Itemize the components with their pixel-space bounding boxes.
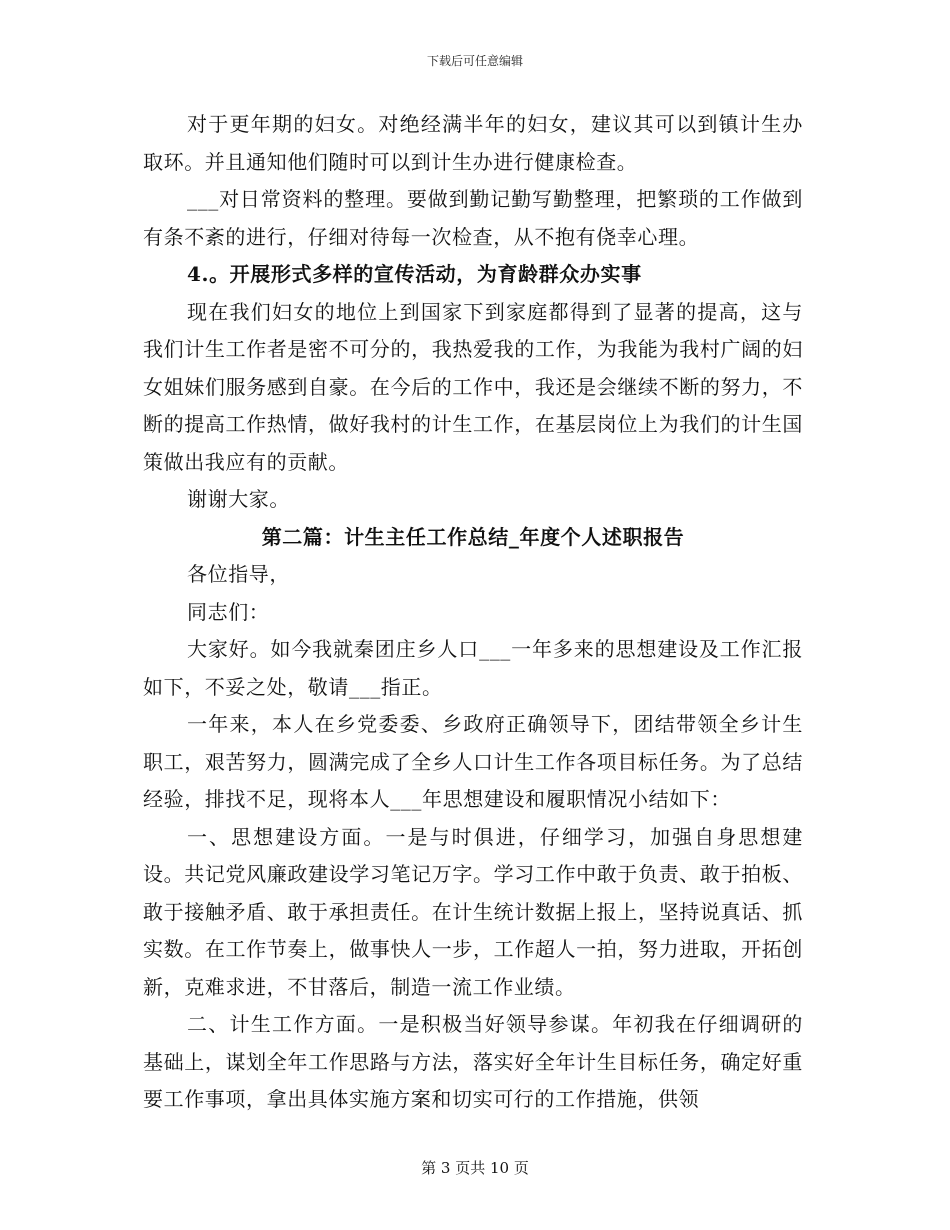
salutation: 各位指导， <box>187 562 290 586</box>
paragraph: 一年来，本人在乡党委委、乡政府正确领导下，团结带领全乡计生职工，艰苦努力，圆满完成了全乡人口计生工作各项目标任务。为了总结经验，排找不足，现将本人___年思想建设和履职情况小结如下： <box>143 712 803 811</box>
paragraph: ___对日常资料的整理。要做到勤记勤写勤整理，把繁琐的工作做到有条不紊的进行，仔细对待每一次检查，从不抱有侥幸心理。 <box>143 187 803 249</box>
paragraph: 一、思想建设方面。一是与时俱进，仔细学习，加强自身思想建设。共记党风廉政建设学习笔记万字。学习工作中敢于负责、敢于拍板、敢于接触矛盾、敢于承担责任。在计生统计数据上报上，坚持说真话、抓实数。在工作节奏上，做事快人一步，工作超人一拍，努力进取，开拓创新，克难求进，不甘落后，制造一流工作业绩。 <box>143 824 803 999</box>
document-body <box>143 106 803 1119</box>
paragraph: 对于更年期的妇女。对绝经满半年的妇女，建议其可以到镇计生办取环。并且通知他们随时可以到计生办进行健康检查。 <box>143 112 803 174</box>
chapter-title: 第二篇：计生主任工作总结_年度个人述职报告 <box>261 524 685 549</box>
paragraph: 二、计生工作方面。一是积极当好领导参谋。年初我在仔细调研的基础上，谋划全年工作思路与方法，落实好全年计生目标任务，确定好重要工作事项，拿出具体实施方案和切实可行的工作措施，供领 <box>143 1012 803 1111</box>
paragraph: 大家好。如今我就秦团庄乡人口___一年多来的思想建设及工作汇报如下，不妥之处，敬请___指正。 <box>143 637 803 699</box>
page-header: 下载后可任意编辑 <box>426 54 523 68</box>
page-footer: 第 3 页共 10 页 <box>421 1159 529 1177</box>
salutation: 同志们： <box>187 599 270 624</box>
paragraph: 现在我们妇女的地位上到国家下到家庭都得到了显著的提高，这与我们计生工作者是密不可分的，我热爱我的工作，为我能为我村广阔的妇女姐妹们服务感到自豪。在今后的工作中，我还是会继续不断的努力，不断的提高工作热情，做好我村的计生工作，在基层岗位上为我们的计生国策做出我应有的贡献。 <box>143 299 803 474</box>
section-heading: 4.。开展形式多样的宣传活动，为育龄群众办实事 <box>187 262 642 286</box>
paragraph: 谢谢大家。 <box>187 487 290 511</box>
